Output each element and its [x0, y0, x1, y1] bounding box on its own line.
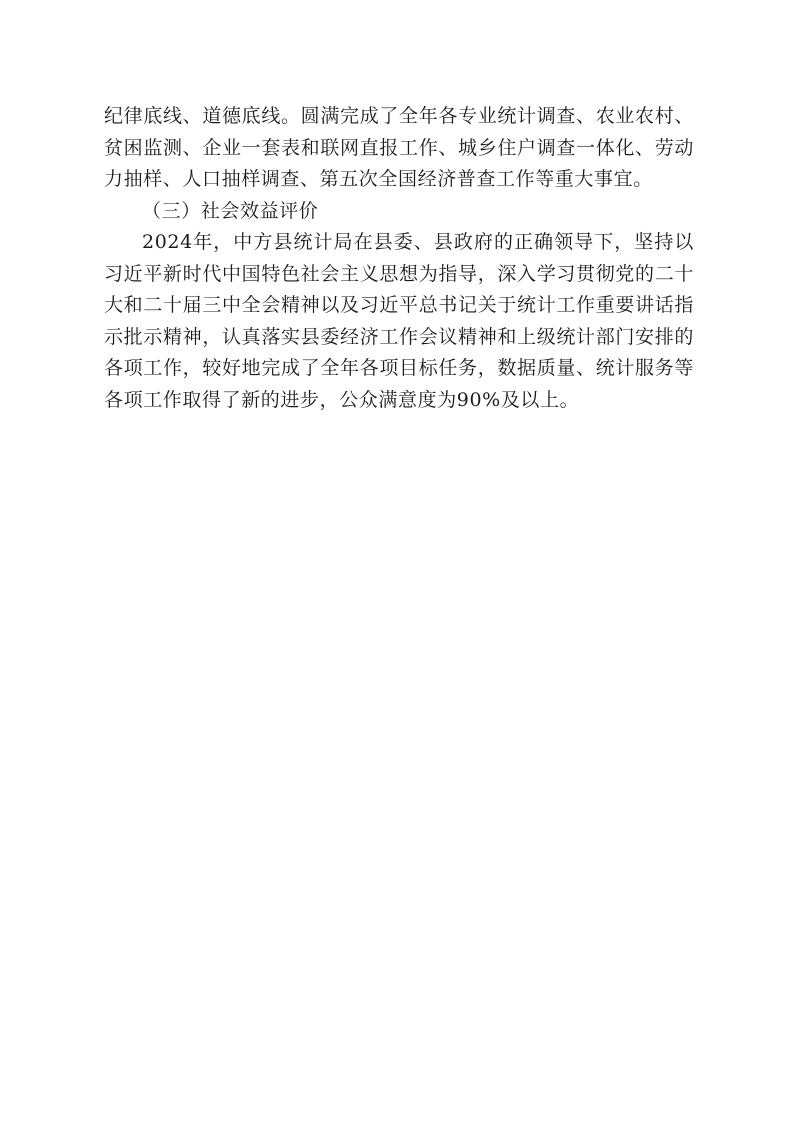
document-body	[104, 101, 694, 416]
paragraph-continued: 纪律底线、道德底线。圆满完成了全年各专业统计调查、农业农村、贫困监测、企业一套表和联网直报工作、城乡住户调查一体化、劳动力抽样、人口抽样调查、第五次全国经济普查工作等重大事宜。	[104, 105, 694, 190]
paragraph-social-benefit: 2024年，中方县统计局在县委、县政府的正确领导下，坚持以习近平新时代中国特色社会主义思想为指导，深入学习贯彻党的二十大和二十届三中全会精神以及习近平总书记关于统计工作重要讲话指示批示精神，认真落实县委经济工作会议精神和上级统计部门安排的各项工作，较好地完成了全年各项目标任务，数据质量、统计服务等各项工作取得了新的进步，公众满意度为90%及以上。	[104, 231, 694, 411]
section-heading: （三）社会效益评价	[142, 199, 319, 222]
